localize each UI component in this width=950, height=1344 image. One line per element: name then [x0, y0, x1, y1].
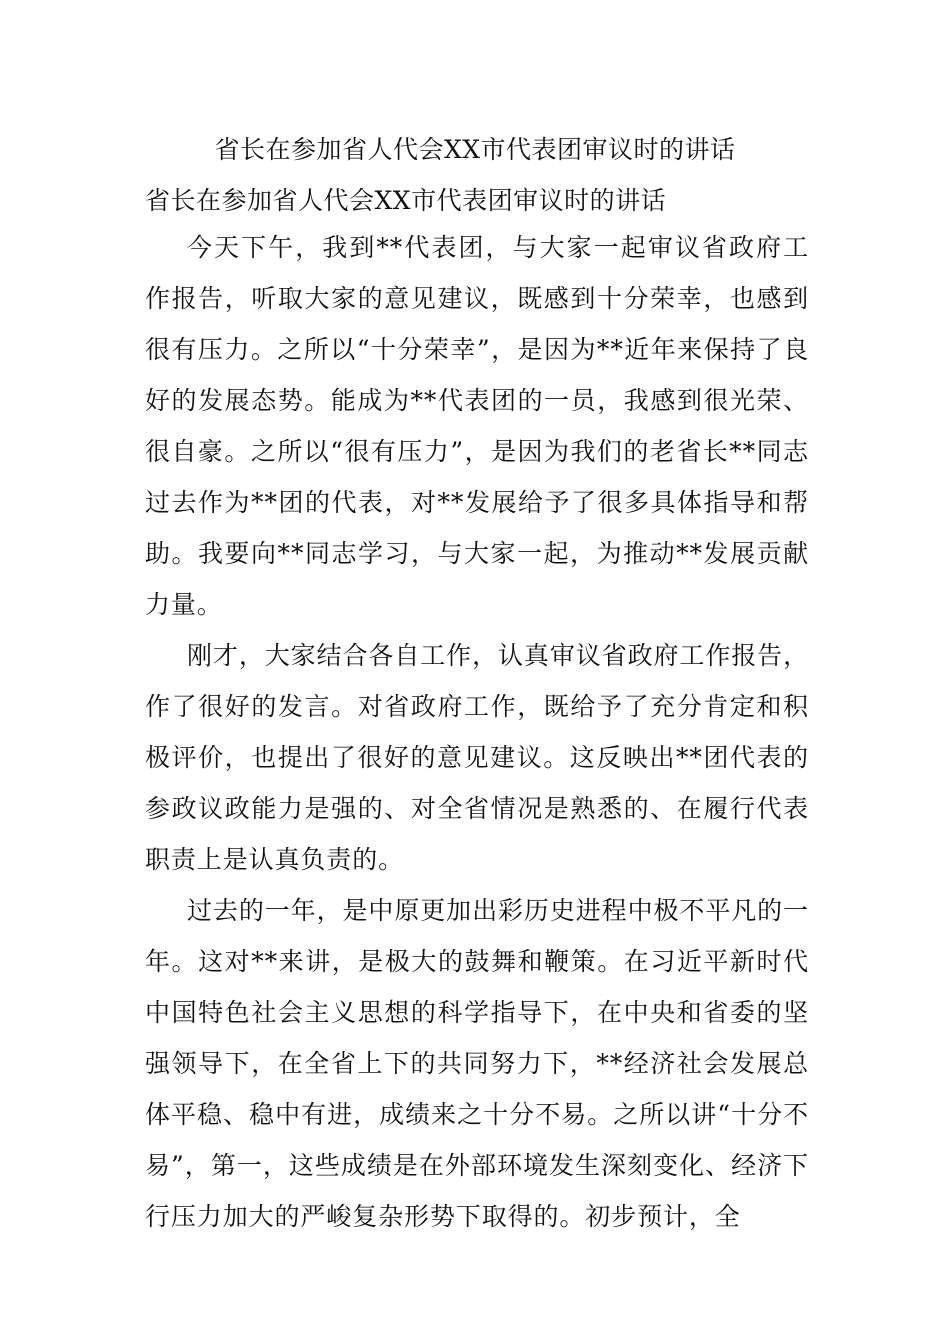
paragraph-1: 今天下午，我到**代表团，与大家一起审议省政府工作报告，听取大家的意见建议，既感到十分荣幸，也感到很有压力。之所以“十分荣幸”，是因为**近年来保持了良好的发展态势。能成为**代表团的一员，我感到很光荣、很自豪。之所以“很有压力”，是因为我们的老省长**同志过去作为**团的代表，对**发展给予了很多具体指导和帮助。我要向**同志学习，与大家一起，为推动**发展贡献力量。: [145, 233, 809, 619]
document-body: [145, 222, 809, 1242]
document-subtitle: 省长在参加省人代会XX市代表团审议时的讲话: [145, 186, 667, 215]
paragraph-2: 刚才，大家结合各自工作，认真审议省政府工作报告，作了很好的发言。对省政府工作，既给予了充分肯定和积极评价，也提出了很好的意见建议。这反映出**团代表的参政议政能力是强的、对全省情况是熟悉的、在履行代表职责上是认真负责的。: [145, 641, 809, 874]
paragraph-3: 过去的一年，是中原更加出彩历史进程中极不平凡的一年。这对**来讲，是极大的鼓舞和鞭策。在习近平新时代中国特色社会主义思想的科学指导下，在中央和省委的坚强领导下，在全省上下的共同努力下，**经济社会发展总体平稳、稳中有进，成绩来之十分不易。之所以讲“十分不易”，第一，这些成绩是在外部环境发生深刻变化、经济下行压力加大的严峻复杂形势下取得的。初步预计，全: [145, 896, 809, 1231]
document-title: 省长在参加省人代会XX市代表团审议时的讲话: [214, 135, 736, 164]
